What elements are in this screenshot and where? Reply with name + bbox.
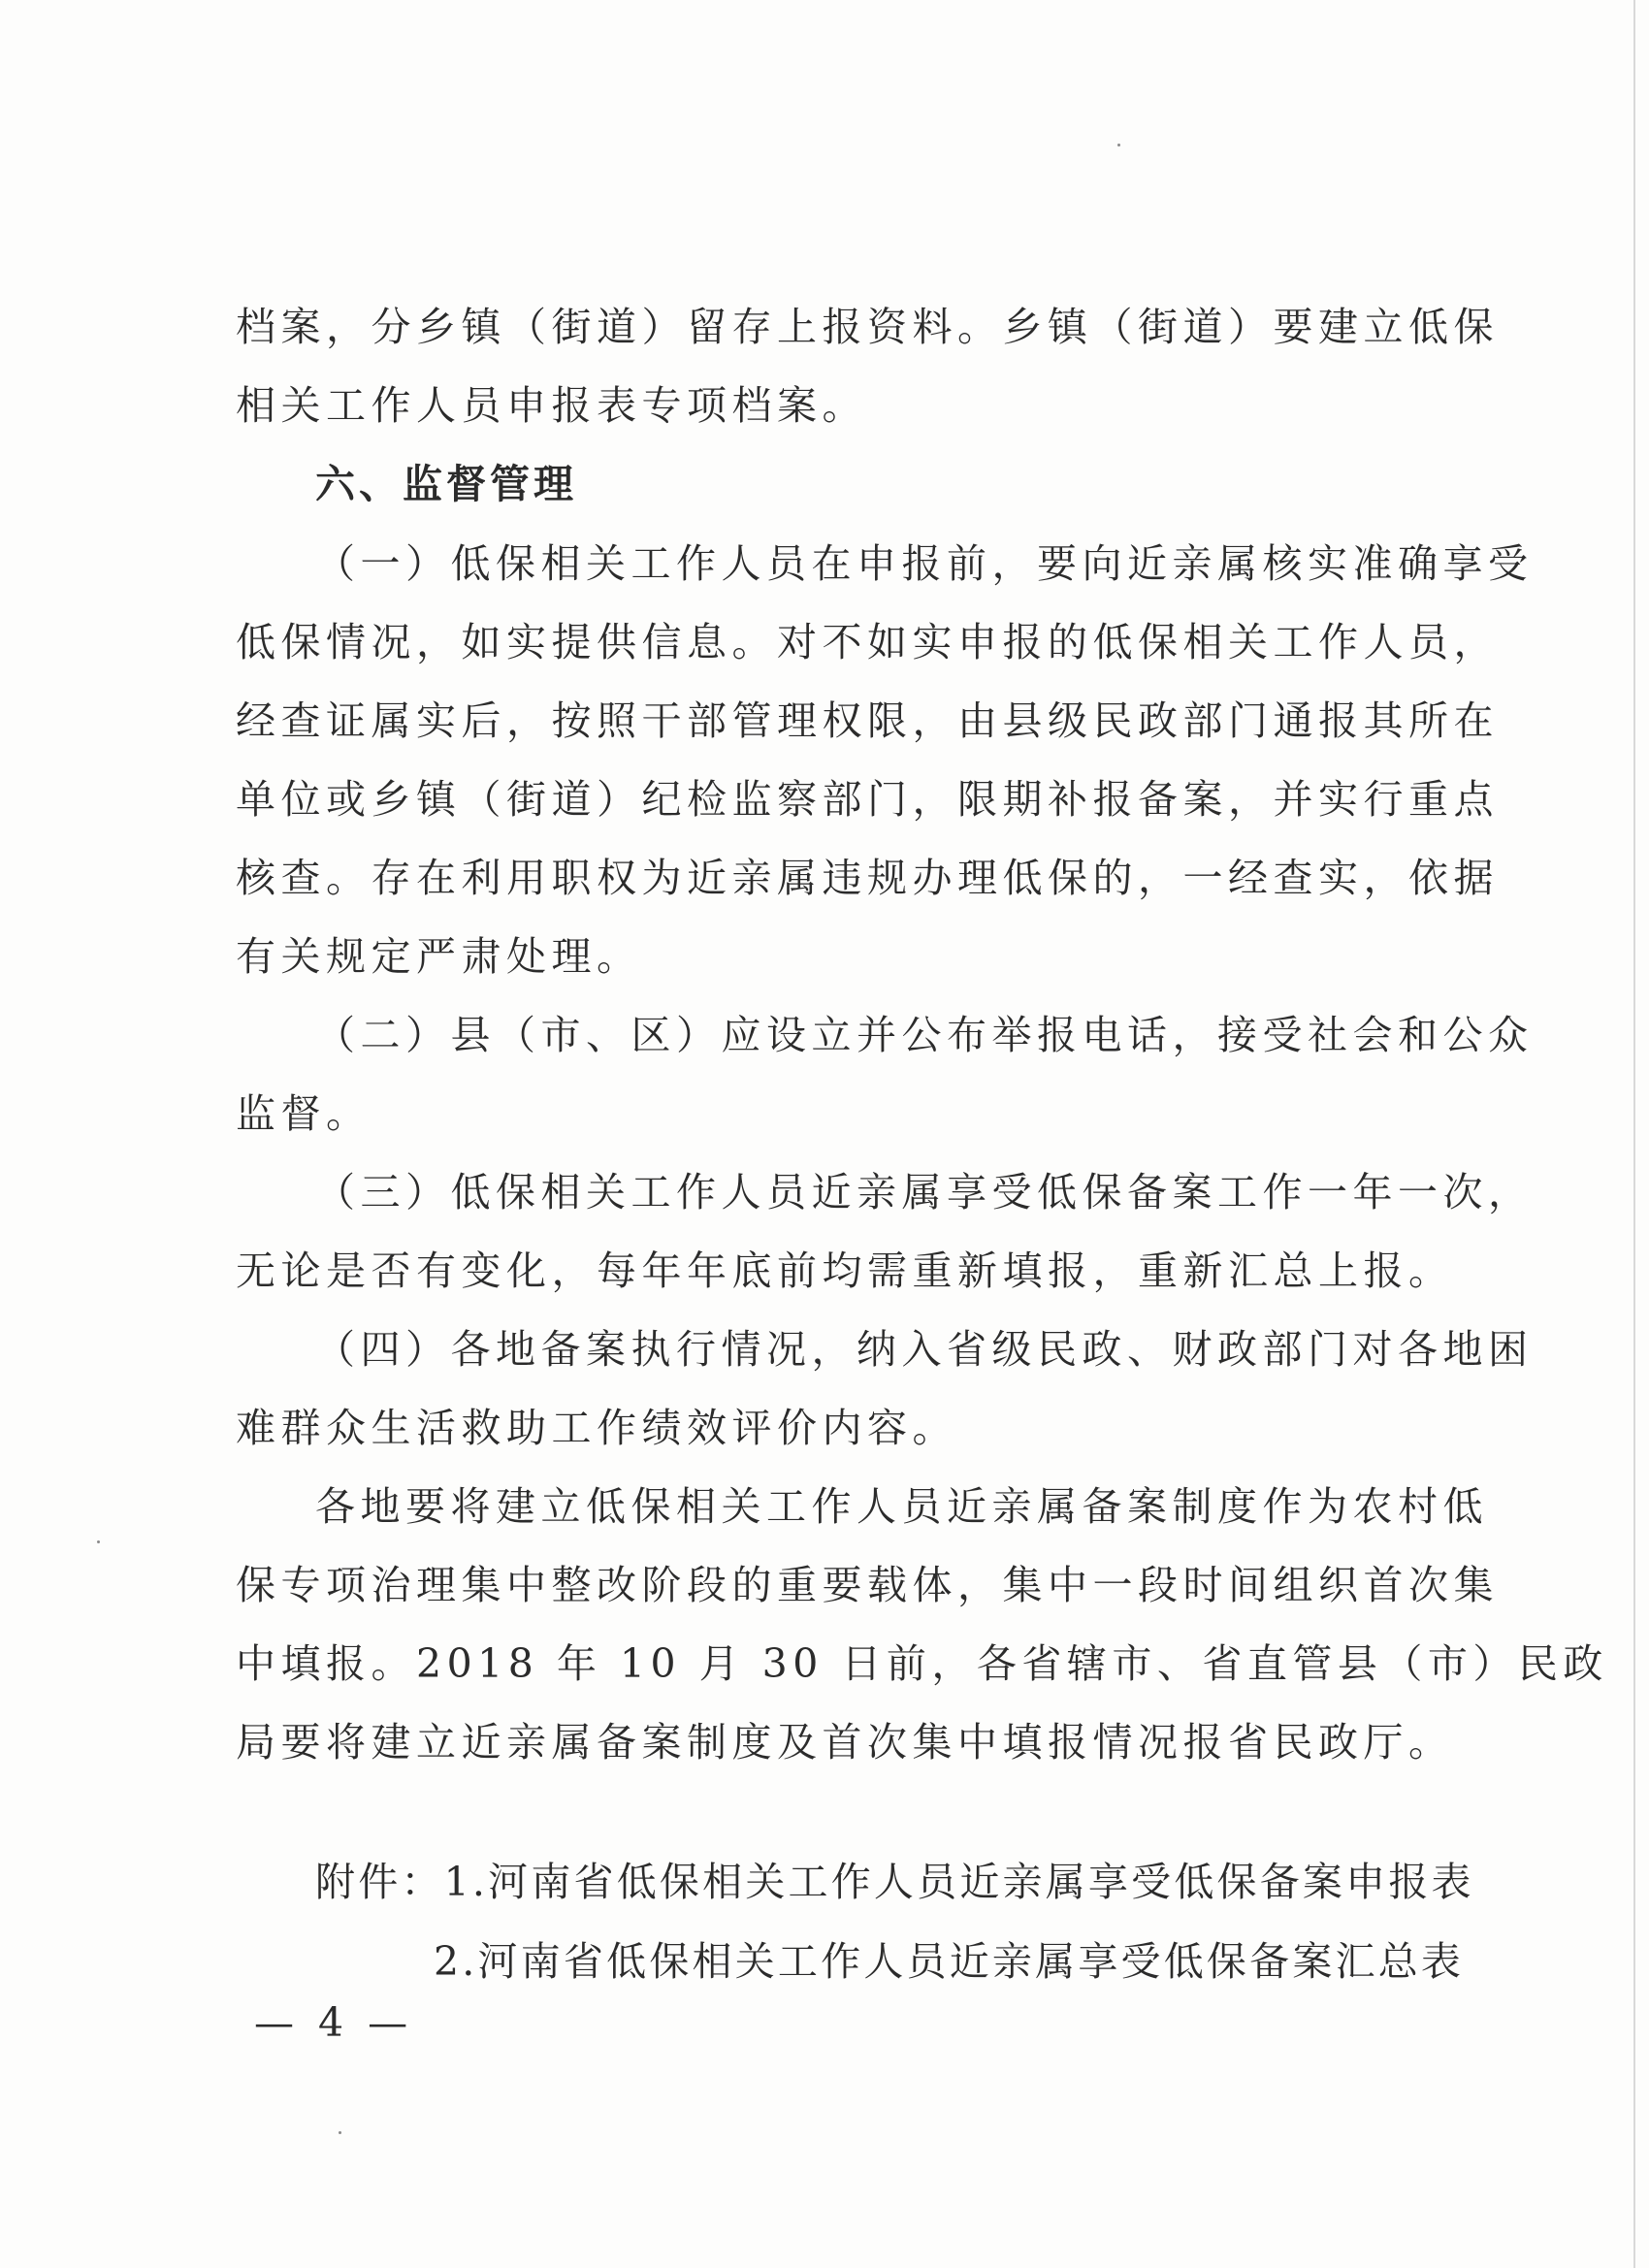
body-line: 低保情况，如实提供信息。对不如实申报的低保相关工作人员， bbox=[236, 619, 1499, 665]
body-line: 各地要将建立低保相关工作人员近亲属备案制度作为农村低 bbox=[315, 1483, 1488, 1530]
scan-edge bbox=[1633, 0, 1635, 2268]
section-heading: 六、监督管理 bbox=[315, 461, 577, 507]
body-line: 经查证属实后，按照干部管理权限，由县级民政部门通报其所在 bbox=[236, 697, 1499, 744]
body-line: 无论是否有变化，每年年底前均需重新填报，重新汇总上报。 bbox=[236, 1247, 1454, 1294]
page-number: — 4 — bbox=[254, 1999, 414, 2046]
body-line: 中填报。2018 年 10 月 30 日前，各省辖市、省直管县（市）民政 bbox=[236, 1640, 1608, 1687]
body-line: 难群众生活救助工作绩效评价内容。 bbox=[236, 1405, 957, 1451]
body-line: （一）低保相关工作人员在申报前，要向近亲属核实准确享受 bbox=[315, 540, 1534, 587]
attachment-item: 2.河南省低保相关工作人员近亲属享受低保备案汇总表 bbox=[434, 1938, 1465, 1985]
body-line: 保专项治理集中整改阶段的重要载体，集中一段时间组织首次集 bbox=[236, 1562, 1499, 1608]
body-line: 单位或乡镇（街道）纪检监察部门，限期补报备案，并实行重点 bbox=[236, 776, 1499, 823]
body-line: 相关工作人员申报表专项档案。 bbox=[236, 382, 867, 429]
scan-speck bbox=[1117, 144, 1120, 146]
body-line: （二）县（市、区）应设立并公布举报电话，接受社会和公众 bbox=[315, 1012, 1534, 1058]
body-line: 档案，分乡镇（街道）留存上报资料。乡镇（街道）要建立低保 bbox=[236, 304, 1499, 350]
body-line: 监督。 bbox=[236, 1090, 372, 1137]
scan-speck bbox=[97, 1540, 100, 1543]
attachment-item: 附件：1.河南省低保相关工作人员近亲属享受低保备案申报表 bbox=[315, 1859, 1474, 1905]
body-line: 有关规定严肃处理。 bbox=[236, 933, 642, 980]
body-line: 核查。存在利用职权为近亲属违规办理低保的，一经查实，依据 bbox=[236, 855, 1499, 901]
body-line: （三）低保相关工作人员近亲属享受低保备案工作一年一次， bbox=[315, 1169, 1534, 1215]
body-line: （四）各地备案执行情况，纳入省级民政、财政部门对各地困 bbox=[315, 1326, 1534, 1373]
body-line: 局要将建立近亲属备案制度及首次集中填报情况报省民政厅。 bbox=[236, 1719, 1454, 1766]
scan-speck bbox=[339, 2131, 341, 2134]
